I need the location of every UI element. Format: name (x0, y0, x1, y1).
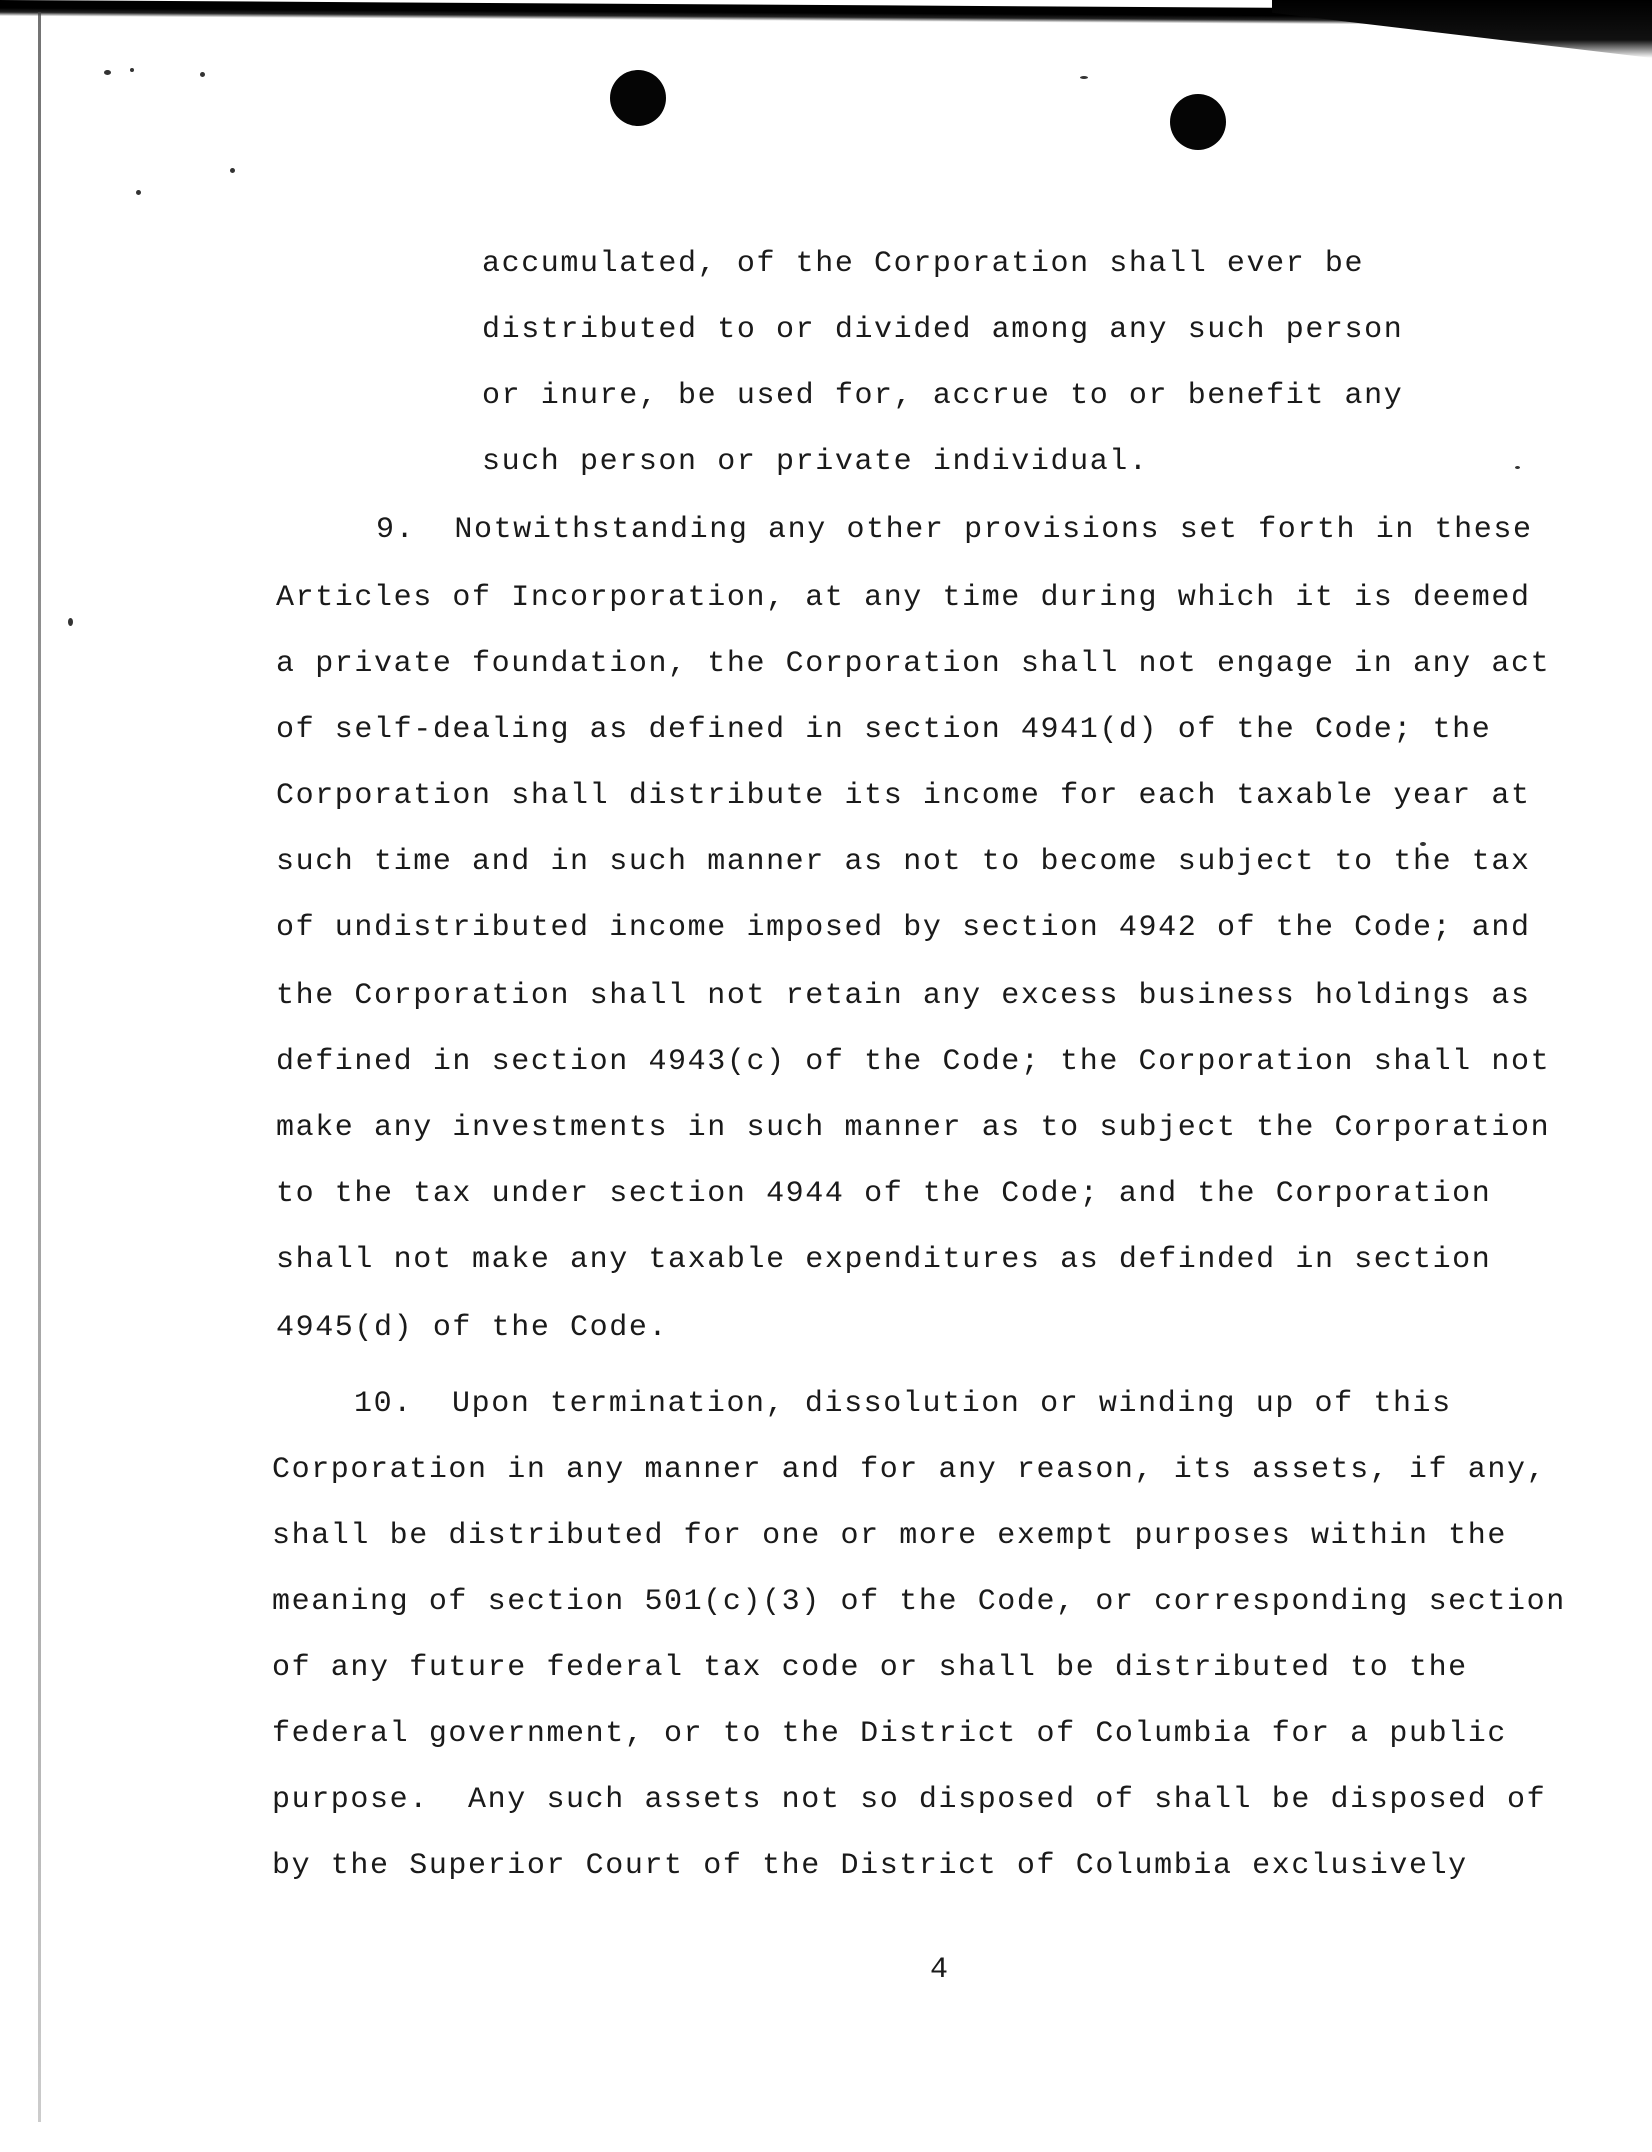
paragraph-9-start: 9. Notwithstanding any other provisions set forth in these (376, 513, 1533, 547)
page-number: 4 (930, 1953, 949, 1987)
body-line: Corporation shall distribute its income for each taxable year at (276, 779, 1531, 813)
body-line: the Corporation shall not retain any excess business holdings as (276, 979, 1531, 1013)
scan-speck (230, 168, 235, 173)
body-line: of undistributed income imposed by section 4942 of the Code; and (276, 911, 1531, 945)
body-line: of any future federal tax code or shall be distributed to the (272, 1651, 1468, 1685)
scan-speck (136, 190, 141, 195)
body-line: such time and in such manner as not to become subject to the tax (276, 845, 1531, 879)
body-line: a private foundation, the Corporation shall not engage in any act (276, 647, 1551, 681)
body-line: shall not make any taxable expenditures as definded in section (276, 1243, 1492, 1277)
scan-speck (1080, 76, 1088, 79)
body-line: federal government, or to the District of Columbia for a public (272, 1717, 1507, 1751)
body-line: make any investments in such manner as to subject the Corporation (276, 1111, 1551, 1145)
scan-speck (104, 70, 111, 75)
scan-top-edge-shadow (1272, 0, 1652, 58)
body-line: of self-dealing as defined in section 4941(d) of the Code; the (276, 713, 1492, 747)
body-line: by the Superior Court of the District of Columbia exclusively (272, 1849, 1468, 1883)
body-line: such person or private individual. (482, 445, 1149, 479)
body-line: shall be distributed for one or more exempt purposes within the (272, 1519, 1507, 1553)
punch-hole-right (1170, 94, 1226, 150)
body-line: distributed to or divided among any such person (482, 313, 1404, 347)
body-line: Articles of Incorporation, at any time during which it is deemed (276, 581, 1531, 615)
scan-speck (130, 68, 134, 72)
body-line: or inure, be used for, accrue to or benefit any (482, 379, 1404, 413)
body-line: meaning of section 501(c)(3) of the Code, or corresponding section (272, 1585, 1566, 1619)
scan-left-edge (38, 12, 41, 2122)
paragraph-10-start: 10. Upon termination, dissolution or winding up of this (354, 1387, 1452, 1421)
body-line: to the tax under section 4944 of the Code; and the Corporation (276, 1177, 1492, 1211)
body-line: purpose. Any such assets not so disposed of shall be disposed of (272, 1783, 1547, 1817)
body-line: 4945(d) of the Code. (276, 1311, 669, 1345)
scan-speck (68, 618, 73, 626)
scan-speck (1515, 466, 1520, 469)
scan-speck (200, 72, 205, 77)
body-line: defined in section 4943(c) of the Code; the Corporation shall not (276, 1045, 1551, 1079)
body-line: Corporation in any manner and for any reason, its assets, if any, (272, 1453, 1547, 1487)
body-line: accumulated, of the Corporation shall ever be (482, 247, 1365, 281)
punch-hole-left (610, 70, 666, 126)
